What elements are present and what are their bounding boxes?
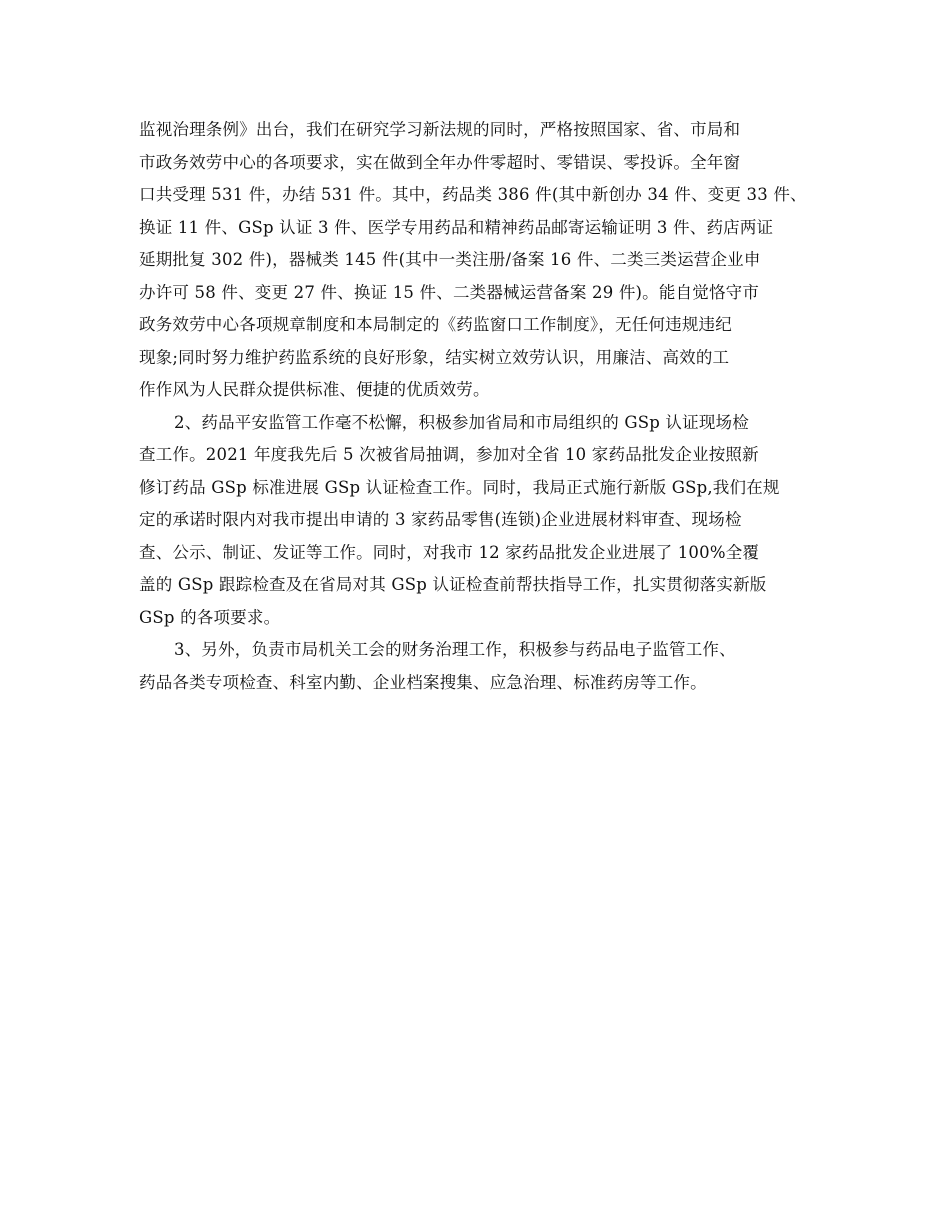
document-body <box>139 114 814 699</box>
paragraph-3 <box>139 634 814 699</box>
text-line: 修订药品 GSp 标准进展 GSp 认证检查工作。同时，我局正式施行新版 GSp,我们在规 <box>139 477 780 497</box>
text-line: 办许可 58 件、变更 27 件、换证 15 件、二类器械运营备案 29 件)。能自觉恪守市 <box>139 282 760 302</box>
text-line: 盖的 GSp 跟踪检查及在省局对其 GSp 认证检查前帮扶指导工作，扎实贯彻落实新版 <box>139 575 767 594</box>
text-line: 延期批复 302 件)，器械类 145 件(其中一类注册/备案 16 件、二类三类运营企业申 <box>139 250 761 269</box>
text-line: 口共受理 531 件，办结 531 件。其中，药品类 386 件(其中新创办 34 件、变更 33 件、 <box>139 185 807 204</box>
text-line: 定的承诺时限内对我市提出申请的 3 家药品零售(连锁)企业进展材料审查、现场检 <box>139 510 742 529</box>
text-line: 换证 11 件、GSp 认证 3 件、医学专用药品和精神药品邮寄运输证明 3 件、药店两证 <box>139 217 774 237</box>
paragraph-1 <box>139 114 814 407</box>
text-line: 现象;同时努力维护药监系统的良好形象，结实树立效劳认识，用廉洁、高效的工 <box>139 347 730 367</box>
text-line: 监视治理条例》出台，我们在研究学习新法规的同时，严格按照国家、省、市局和 <box>139 120 741 139</box>
paragraph-2 <box>139 407 814 635</box>
text-line: 药品各类专项检查、科室内勤、企业档案搜集、应急治理、标准药房等工作。 <box>139 672 707 692</box>
text-line: 作作风为人民群众提供标准、便捷的优质效劳。 <box>139 380 490 399</box>
text-line: 查工作。2021 年度我先后 5 次被省局抽调，参加对全省 10 家药品批发企业按照新 <box>139 445 759 464</box>
text-line: 政务效劳中心各项规章制度和本局制定的《药监窗口工作制度》，无任何违规违纪 <box>139 315 732 334</box>
text-line: 2、药品平安监管工作毫不松懈，积极参加省局和市局组织的 GSp 认证现场检 <box>174 412 749 432</box>
text-line: 3、另外，负责市局机关工会的财务治理工作，积极参与药品电子监管工作、 <box>174 640 736 659</box>
text-line: 查、公示、制证、发证等工作。同时，对我市 12 家药品批发企业进展了 100%全覆 <box>139 542 760 562</box>
text-line: GSp 的各项要求。 <box>139 607 281 627</box>
text-line: 市政务效劳中心的各项要求，实在做到全年办件零超时、零错误、零投诉。全年窗 <box>139 152 741 172</box>
